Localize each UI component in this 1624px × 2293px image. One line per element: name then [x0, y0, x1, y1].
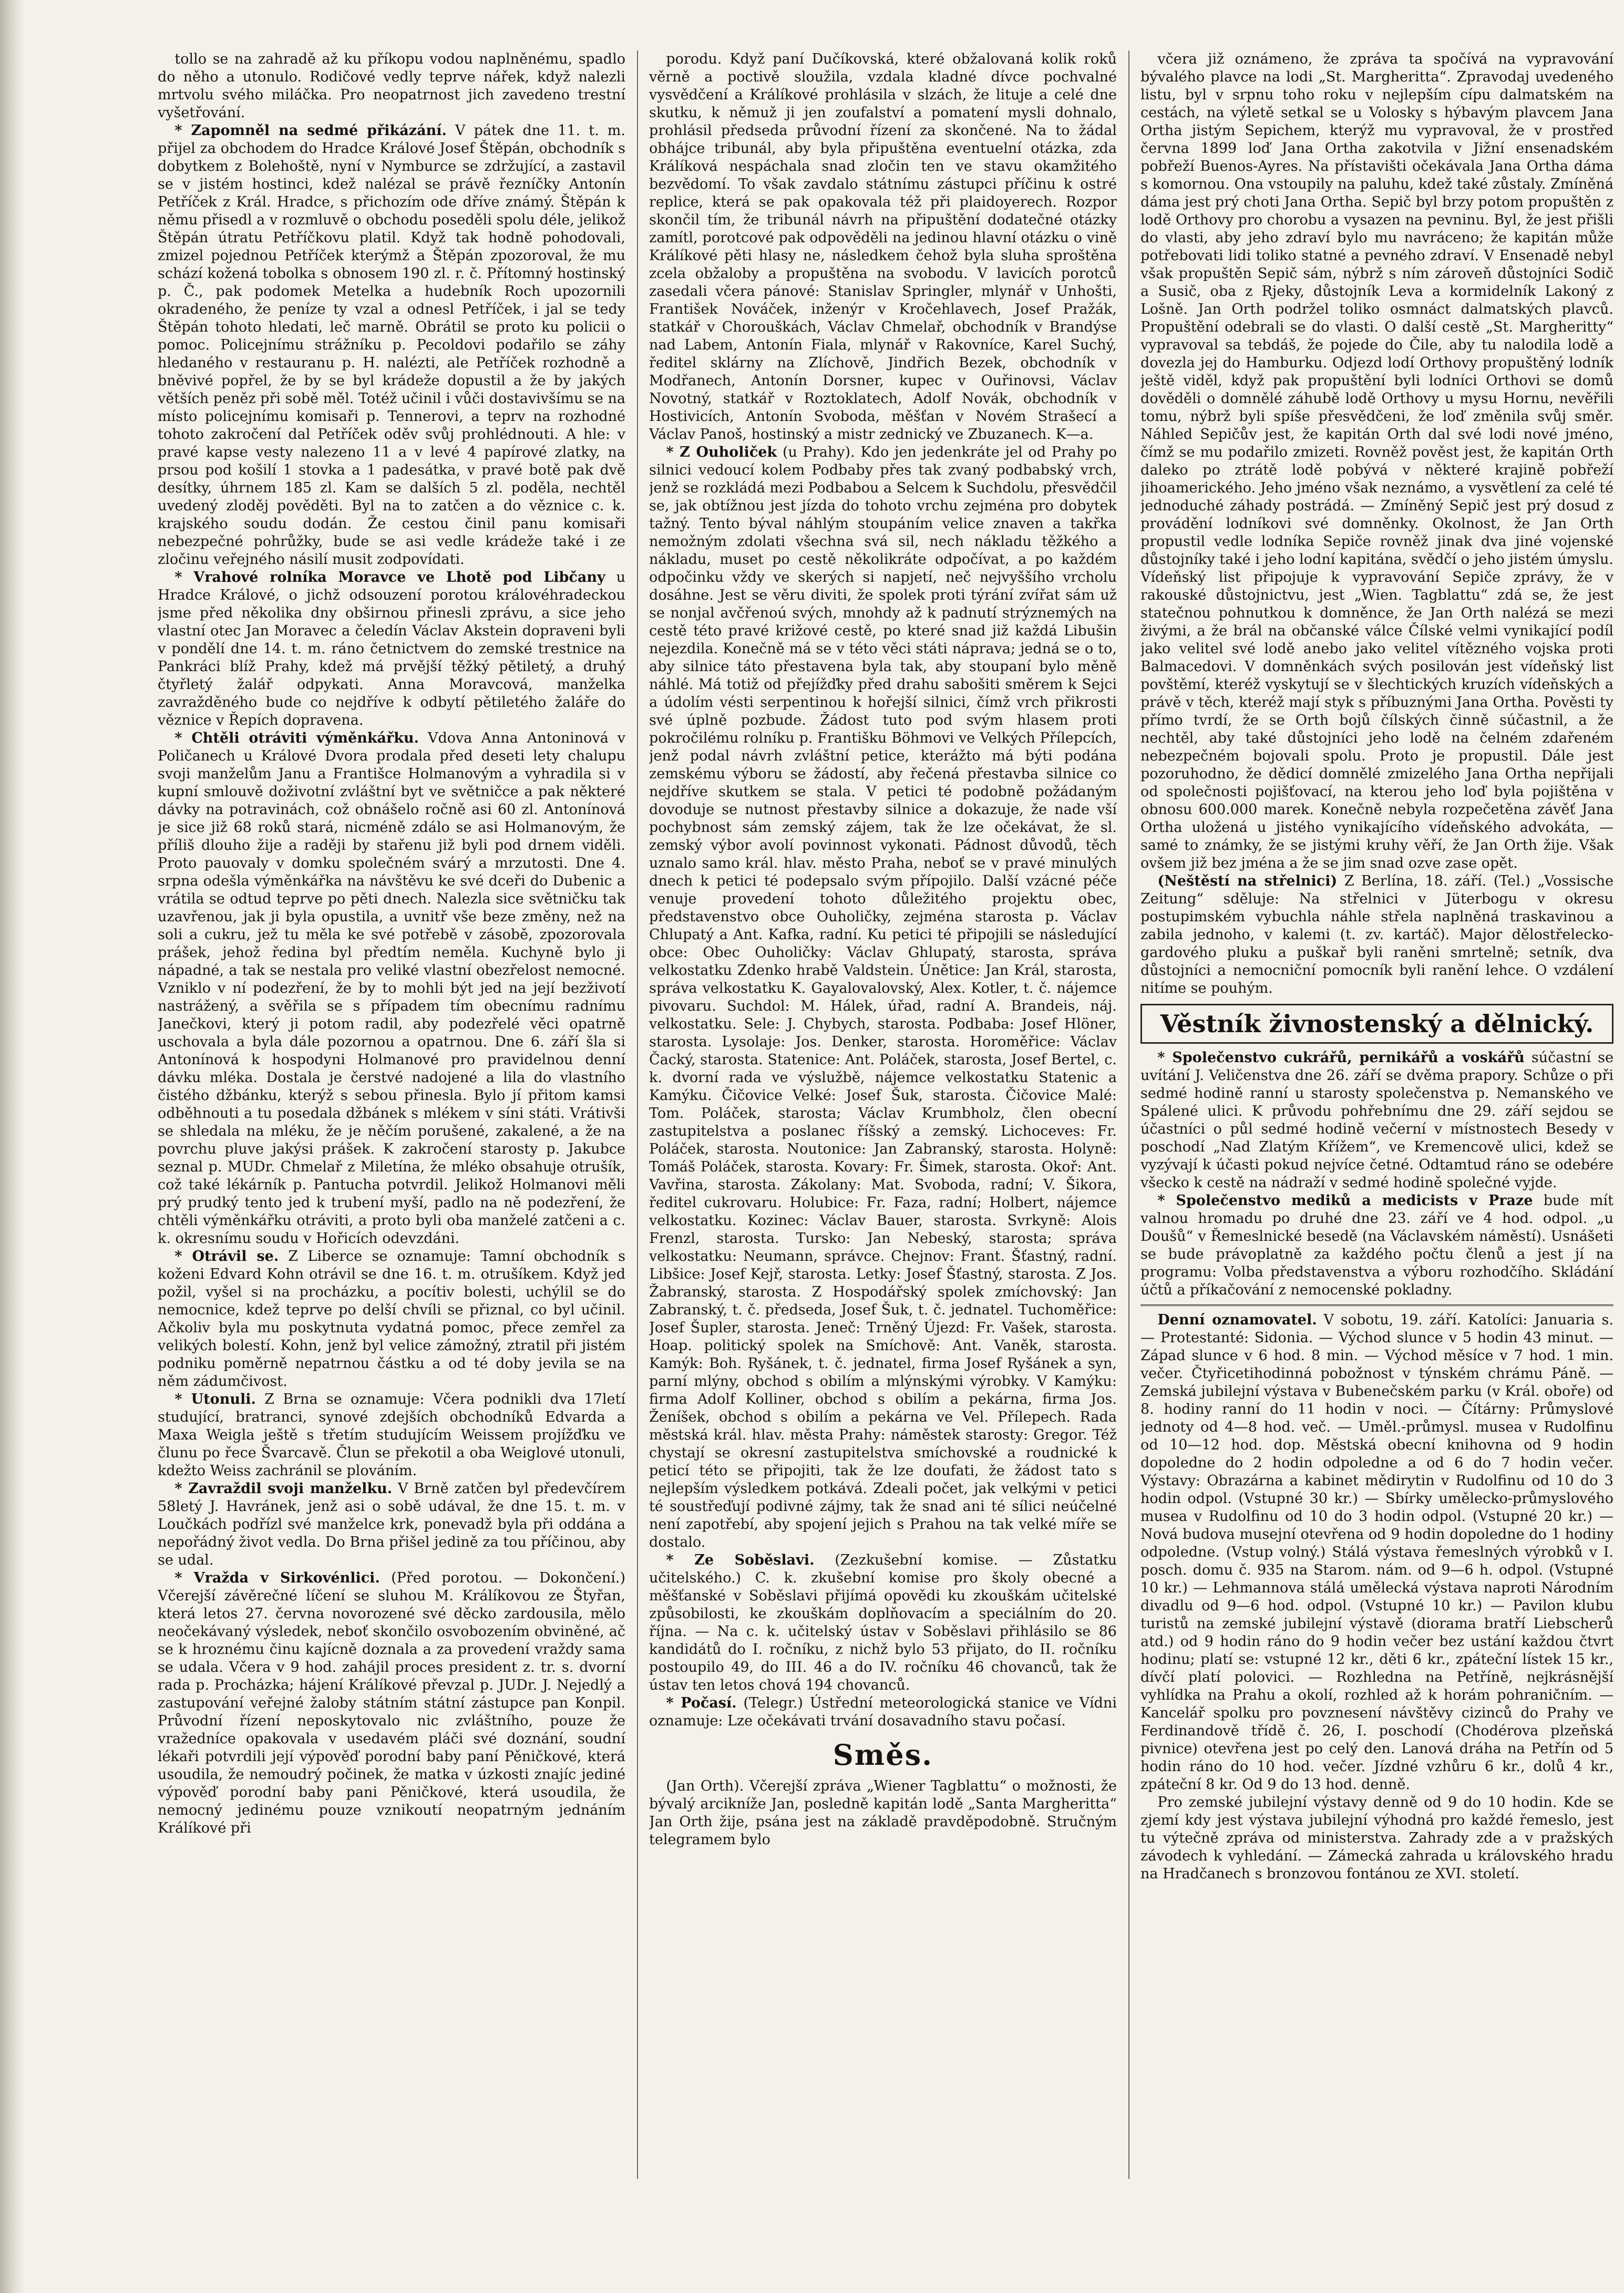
article-headline: * Zapomněl na sedmé přikázání.: [174, 122, 447, 139]
article-text: súčastní se uvítání J. Veličenstva dne 26. září se dvěma prapory. Schůze o při sedmé hodině ranní u starosty společenstva p. Nemanského ve Spálené ulici. K průvodu pohřebnímu dne 29. září sejdou se účastníci o půl sedmé hodině večerní v místnostech Besedy v poschodí „Nad Zlatým Křížem“, ve Kremencově ulici, kdež se vyzývají k účasti pokud nejvíce četné. Odtamtud ráno se odebére všecko k cestě na nádraží v sedmé hodině společné vyjde.: [1140, 1050, 1613, 1191]
article-text: V Brně zatčen byl předevčírem 58letý J. Havránek, jenž asi o sobě udával, že dne 15. t. m. v Loučkách podřízl své manželce krk, ponevadž byla při oddána a nepořádný život vedla. Do Brna přišel jedině za tou příčinou, aby se udal.: [158, 1480, 625, 1568]
article-paragraph: [1140, 1192, 1613, 1299]
column-2: [649, 50, 1117, 2258]
article-text: (u Prahy). Kdo jen jedenkráte jel od Prahy po silnici vedoucí kolem Podbaby přes tak zvaný podbabský vrch, jenž se rozkládá mezi Podbabou a Selcem k Suchdolu, přesvědčil se, jak obtížnou jest jízda do tohoto vrchu zejména pro dobytek tažný. Tento býval náhlým stoupáním velice znaven a takřka nemožným zdolati všechna svá sil, nech nákladu těžkého a nákladu, muset po cestě několikráte odpočívat, a po každém odpočinku vždy ve skerých si napjetí, neč nejvyššího vrcholu dosáhne. Jest se věru diviti, že spolek proti týrání zvířat sám už se nonjal avčřenoú svých, mnohdy až k padnutí strýznemých na cestě této pravé križové cestě, po které snad již každá Libušin nejezdila. Konečně má se v této věci státi náprava; jedná se o to, aby silnice táto přestavena byla tak, aby stoupaní bylo měně náhlé. Má totiž od přejížďky před drahu sabošiti směrem k Sejci a údolím vésti serpentinou k hořejší silnici, čímž vrch přikrosti své úplně pozbude. Žádost tuto pod svým hlasem proti pokročilému rolníku p. Františku Böhmovi ve Velkých Přílepcích, jenž podal návrh zvláštní petice, kterážto má býti podána zemskému výboru se žádostí, aby řečená přestavba silnice co nejdříve skutkem se stala. V petici té podobně požádaným dovoduje se nutnost přestavby silnice a dokazuje, že nade vší pochybnost sám zemský zájem, tak že lze očekávat, že sl. zemský výbor avolí povinnost vykonati. Pádnost důvodů, těch uznalo samo král. hlav. město Praha, neboť se v pravé minulých dnech k petici té podepsalo svým přípojilo. Další vzácné péče venuje provedení tohoto důležitého projektu obec, představenstvo obce Ouholičky, zejména starosta p. Václav Chlupatý a Ant. Kafka, radní. Ku petici té připojili se následující obce: Obec Ouholičky: Václav Ghlupatý, starosta, správa velkostatku Zdenko hrabě Valdstein. Únětice: Jan Král, starosta, správa velkostatku K. Gayalovalovský, Alex. Kotler, t. č. nájemce pivovaru. Suchdol: M. Hálek, úřad, radní A. Brandeis, náj. velkostatku. Sele: J. Chybych, starosta. Podbaba: Josef Hlöner, starosta. Lysolaje: Jos. Denker, starosta. Horoměřice: Václav Čacký, starosta. Statenice: Ant. Poláček, starosta, Josef Bertel, c. k. dvorní rada ve výslužbě, nájemce velkostatku Statenic a Kamýku. Čičovice Velké: Josef Šuk, starosta. Čičovice Malé: Tom. Poláček, starosta; Václav Krumbholz, člen obecní zastupitelstva a poslanec říšský a zemský. Lichoceves: Fr. Poláček, starosta. Noutonice: Jan Zabranský, starosta. Holyně: Tomáš Poláček, starosta. Kovary: Fr. Šimek, starosta. Okoř: Ant. Vavřina, starosta. Zákolany: Mat. Svoboda, radní; V. Šikora, ředitel cukrovaru. Holubice: Fr. Faza, radní; Holbert, nájemce velkostatku. Kozinec: Václav Bauer, starosta. Svrkyně: Alois Frenzl, starosta. Tursko: Jan Nebeský, starosta; správa velkostatku: Neumann, správce. Chejnov: Frant. Šťastný, radní. Libšice: Josef Kejř, starosta. Letky: Josef Šťastný, starosta. Z Jos. Žabranský, starosta. Z Hospodářský spolek zmíchovský: Jan Zabranský, t. č. předseda, Josef Šuk, t. č. jednatel. Tuchoměřice: Josef Šupler, starosta. Jeneč: Trněný Újezd: Fr. Vašek, starosta. Hoap. politický spolek na Smíchově: Ant. Vaněk, starosta. Kamýk: Boh. Ryšánek, t. č. jednatel, firma Josef Ryšánek a syn, parní mlýny, obchod s obilím a mlýnskými výrobky. V Kamýku: firma Adolf Kolliner, obchod s obilím a pekárna, firma Jos. Ženíšek, obchod s obilím a pekárna ve Vel. Přílepech. Rada městská král. hlav. města Prahy: náměstek starosty: Gregor. Též chystají se okresní zastupitelstva smíchovské a roudnické k peticí této se připojiti, tak že lze doufati, že žádost tato s nejlepším výsledkem potkává. Zdeali počet, jak velkými v petici té soustřeďují podivné zájmy, tak že snad ani té sílici neúčelné není zapotřebí, aby spojení jejich s Prahou na tak velké míře se dostalo.: [649, 444, 1117, 1550]
article-text: V pátek dne 11. t. m. přijel za obchodem do Hradce Králové Josef Štěpán, obchodník s dobytkem z Bolehoště, nyní v Nymburce se zdržující, a zastavil se v jistém hostinci, kdež nalézal se právě řezníčky Antonín Petříček z Král. Hradce, s přichozím ode dříve známý. Štěpán k němu přisedl a v rozmluvě o obchodu poseděli spolu déle, jelikož Štěpán útratu Petříčkovu platil. Když tak hodně pohodovali, zmizel pojednou Petříček kterýmž a Štěpán zpozoroval, že mu schází kožená tobolka s obnosem 190 zl. r. č. Přítomný hostinský p. Č., pak podomek Metelka a hudebník Roch upozornili okradeného, že peníze ty vzal a odnesl Petříček, i jal se tedy Štěpán tohoto hledati, leč marně. Obrátil se proto ku policii o pomoc. Policejnímu strážníku p. Pecoldovi podařilo se záhy hledaného v restauranu p. H. nalézti, ale Petříček rozhodně a bněvivé popřel, že by se byl krádeže dopustil a že by jakých větších peněz při sobě měl. Totéž učinil i vůči dostavivšímu se na místo policejnímu komisaři p. Tennerovi, a teprv na rozhodné tohoto zakročení dal Petříček oděv svůj prohlédnouti. A hle: v pravé kapse vesty nalezeno 11 a v levé 4 papírové zlatky, na prsou pod košilí 1 stovka a 1 padesátka, v pravé botě pak dvě desítky, úhrnem 185 zl. Kam se dalších 5 zl. poděla, nechtěl uvedený zloděj pověděti. Byl na to zatčen a do věznice c. k. krajského soudu dodán. Že cestou činil panu komisaři nebezpečné pohrůžky, bude se asi vedle krádeže také i ze zločinu veřejného násilí musit zodpovídati.: [158, 122, 625, 568]
article-paragraph: [158, 50, 625, 122]
article-paragraph: [1140, 872, 1613, 998]
article-headline: * Otrávil se.: [174, 1248, 279, 1264]
article-text: bude mít valnou hromadu po druhé dne 23. září ve 4 hod. odpol. „u Doušů“ v Řemeslnické besedě (na Václavském náměstí). Usnášeti se bude právoplatně za každého počtu členů a jest jí na programu: Volba představenstva a výboru rozhodčího. Skládání účtů a příkačování z nemocenské pokladny.: [1140, 1192, 1613, 1298]
article-text: Z Liberce se oznamuje: Tamní obchodník s koženi Edvard Kohn otrávil se dne 16. t. m. otrušíkem. Když jed požil, vyšel si na procházku, a pocítiv bolesti, uchýlil se do nemocnice, kdež teprve po delší chvíli se přiznal, co byl učinil. Ačkoliv byla mu poskytnuta vydatná pomoc, přece zemřel za velikých bolestí. Kohn, jenž byl velice zámožný, ztratil při jistém podniku poměrně nepatrnou částku a od té doby jevila se na něm zádumčivost.: [158, 1248, 625, 1390]
article-headline: Denní oznamovatel.: [1157, 1312, 1317, 1328]
column-divider-2: [1128, 50, 1129, 2179]
article-text: V sobotu, 19. září. Katolíci: Januaria s. — Protestanté: Sidonia. — Východ slunce v 5 hodin 43 minut. — Západ slunce v 6 hod. 8 min. — Východ měsíce v 7 hod. 1 min. večer. Čtyřicetihodinná pobožnost v týnském chrámu Páně. — Zemská jubilejní výstava v Bubenečském parku (v Král. oboře) od 8. hodiny ranní do 11 hodin v noci. — Čítárny: Průmyslové jednoty od 4—8 hod. več. — Uměl.-průmysl. musea v Rudolfinu od 10—12 hod. dop. Městská obecní knihovna od 9 hodin dopoledne do 2 hodin odpoledne a od 6 do 7 hodin večer. Výstavy: Obrazárna a kabinet mědirytin v Rudolfinu od 10 do 3 hodin odpol. (Vstupné 30 kr.) — Sbírky umělecko-průmyslového musea v Rudolfinu od 10 do 3 hodin odpol. (Vstupné 20 kr.) — Nová budova musejní otevřena od 9 hodin dopoledne do 1 hodiny odpoledne. (Vstup volný.) Stálá výstava řemeslných výrobků v I. posch. domu č. 935 na Starom. nám. od 9—6 h. odpol. (Vstupné 10 kr.) — Lehmannova stálá umělecká výstava naproti Národním divadlu od 9—6 hod. odpol. (Vstupné 10 kr.) — Pavilon klubu turistů na zemské jubilejní výstavě (diorama bratří Liebscherů atd.) od 9 hodin ráno do 9 hodin večer bez ustání každou čtvrt hodinu; platí se: vstupné 12 kr., děti 6 kr., zpáteční lístek 15 kr., dívčí platí polovici. — Rozhledna na Petříně, nejkrásnější vyhlídka na Prahu a okolí, rozhled až k horám pohraničním. — Kancelář spolku pro povznesení návštěvy cizinců do Prahy ve Ferdinandově třídě č. 26, I. poschodí (Chodérova plzeňská pivnice) otevřena jest po celý den. Lanová dráha na Petřín od 5 hodin ráno do 10 hod. večer. Jízdné vzhůru 6 kr., dolů 4 kr., zpáteční 8 kr. Od 9 do 13 hod. denně.: [1140, 1312, 1613, 1793]
article-headline: (Neštěstí na střelnici): [1157, 873, 1338, 889]
page-binding-shadow: [0, 0, 24, 2293]
article-text: Pro zemské jubilejní výstavy denně od 9 do 10 hodin. Kde se zjemí kdy jest výstava jubilejní výhodná pro každé řemeslo, jest tu výtečně zpráva od ministerstva. Zahrady zde a v pražských závodech k vyhledání. — Zámecká zahrada u královského hradu na Hradčanech s bronzovou fontánou ze XVI. století.: [1140, 1794, 1613, 1882]
article-headline: * Vrahové rolníka Moravce ve Lhotě pod Libčany: [174, 569, 605, 585]
article-text: u Hradce Králové, o jichž odsouzení porotou královéhradeckou jsme před několika dny obširnou přinesli zprávu, a sice jeho vlastní otec Jan Moravec a čeledín Václav Akstein dopraveni byli v pondělí dne 14. t. m. ráno četnictvem do zemské trestnice na Pankráci blíž Prahy, kdež má prvější těžký pětiletý, a druhý čtyřletý žalář odpykati. Anna Moravcová, manželka zavražděného bude co nejdříve k odbytí pětiletého žaláře do věznice v Řepích dopravena.: [158, 569, 625, 728]
article-paragraph: [158, 569, 625, 729]
section-rule: [1140, 1304, 1613, 1306]
article-paragraph: [649, 1694, 1117, 1730]
article-text: porodu. Když paní Dučíkovská, které obžalovaná kolik roků věrně a poctivě sloužila, vzdala kladné dívce pochvalné vysvědčení a Králíkové prohlásila v slzách, že lituje a celé dne skutku, k němuž ji jen zoufalství a pomatení mysli dohnalo, prohlásil předseda průvodní řízení za skončené. Na to žádal obhájce tribunál, aby byla připuštěna eventuelní otázka, zda Králíková nespáchala snad zločin ten ve stavu okamžitého bezvědomí. To však zavdalo státnímu zástupci příčinu k ostré replice, která se pak opakovala též při plaidoyerech. Rozpor skončil tím, že tribunál návrh na připuštění dodatečné otázky zamítl, porotcové pak odpověděli na jedinou hlavní otázku o vině Králíkové pěti hlasy ne, následkem čehož byla sluha sproštěna zcela obžaloby a propuštěna na svobodu. V lavicích porotců zasedali včera pánové: Stanislav Springler, mlynář v Unhošti, František Nováček, inženýr v Kročehlavech, Josef Pražák, statkář v Chorouškách, Václav Chmelař, obchodník v Brandýse nad Labem, Antonín Fiala, mlynář v Rakovníce, Karel Suchý, ředitel sklárny na Zlíchově, Jindřich Bezek, obchodník v Modřanech, Antonín Dorsner, kupec v Ouřinovsi, Václav Novotný, statkář v Roztoklatech, Adolf Novák, obchodník v Hostivicích, Antonín Svoboda, měšťan v Novém Strašecí a Václav Panoš, hostinský a mistr zednický ve Zbuzanech. K—a.: [649, 51, 1117, 443]
column-1: [158, 50, 625, 2258]
article-paragraph: [1140, 1049, 1613, 1192]
article-paragraph: [158, 122, 625, 569]
column-grid: [158, 50, 1613, 2258]
article-headline: * Společenstvo cukrářů, pernikářů a voskářů: [1157, 1050, 1525, 1066]
article-text: (Zezkušební komise. — Zůstatku učitelského.) C. k. zkušební komise pro školy obecné a měšťanské v Soběslavi přijímá opovědi ku zkouškám učitelské způsobilosti, ke zkouškám doplňovacím a speciálním do 20. října. — Na c. k. učitelský ústav v Soběslavi přihlásilo se 86 kandidátů do I. ročníku, z nichž bylo 53 přijato, do II. ročníku postoupilo 49, do III. 46 a do IV. ročníku 46 chovanců, tak že ústav ten letos chová 194 chovanců.: [649, 1552, 1117, 1693]
article-text: Z Berlína, 18. září. (Tel.) „Vossische Zeitung“ sděluje: Na střelnici v Jüterbogu v okresu postupimském vybuchla náhle střela naplněná traskavinou a zabila jednoho, v kalemi (t. zv. kartáč). Major dělostřelecko-gardového pluku a puškař byli raněni smrtelně; setník, dva důstojníci a nemocniční pomocník byli ranění lehce. O vzdálení nitíme se pouhým.: [1140, 873, 1613, 996]
article-paragraph: [1140, 50, 1613, 872]
section-title-trade: Věstník živnostenský a dělnický.: [1140, 1004, 1613, 1044]
article-paragraph: [158, 1391, 625, 1480]
article-headline: * Zavraždil svoji manželku.: [174, 1480, 393, 1497]
article-headline: * Vražda v Sirkovénlici.: [174, 1570, 380, 1586]
article-headline: * Počasí.: [666, 1695, 737, 1711]
article-headline: * Z Ouholiček: [666, 444, 777, 460]
article-text: (Před porotou. — Dokončení.) Včerejší závěrečné líčení se sluhou M. Králíkovou ze Štyřan, která letos 27. června novorozené své děcko zardousila, mělo neočekávaný výsledek, neboť skončilo osvobozením obviněné, ač se k hroznému činu kajícně doznala a za provedení vraždy sama se udala. Včera v 9 hod. zahájil proces president z. tr. s. dvorní rada p. Procházka; hájení Králíkové převzal p. JUDr. J. Nejedlý a zastupování veřejné žaloby státním státní zástupce pan Konpil. Průvodní řízení neposkytovalo nic zvláštního, pouze že vražedníce opakovala v usedavém pláči své doznání, soudní lékaři potvrdili její výpověď porodní baby paní Pěničkové, která usoudila, že nemoudrý počinek, že matka v úzkosti znajíc jediné výpověď porodní baby pani Pěničkové, která usoudila, že nemocný jedinému pouze vznikoutí neopatrným jednáním Králíkové při: [158, 1570, 625, 1836]
article-headline: * Ze Soběslavi.: [666, 1552, 815, 1568]
column-divider-1: [637, 50, 638, 2179]
article-text: tollo se na zahradě až ku příkopu vodou naplněnému, spadlo do něho a utonulo. Rodičové vedly teprve nářek, když nalezli mrtvolu svého miláčka. Pro neopatrnost jich zavedeno trestní vyšetřování.: [158, 51, 625, 121]
column-3: [1140, 50, 1613, 2258]
article-headline: * Chtěli otráviti výměnkářku.: [174, 730, 419, 746]
article-paragraph: [1140, 1311, 1613, 1794]
article-paragraph: [1140, 1794, 1613, 1883]
article-headline: * Utonuli.: [174, 1391, 256, 1407]
section-title-smes: Směs.: [832, 1738, 933, 1772]
article-paragraph: [158, 1569, 625, 1837]
article-headline: * Společenstvo mediků a medicists v Praze: [1157, 1192, 1533, 1209]
article-text: včera již oznámeno, že zpráva ta spočívá na vypravování bývalého plavce na lodi „St. Margheritta“. Zpravodaj uvedeného listu, byl v srpnu toho roku v nejlepším cípu dalmatském na cestách, na výletě setkal se u Volosky s hýbavým plavcem Jana Ortha jistým Sepichem, kterýž mu vypravoval, že v prostřed června 1899 loď Jana Ortha zakotvila v Jižní ensenadském pobřeží Buenos-Ayres. Na přístavišti očekávala Jana Ortha dáma s komornou. Ona vstoupily na paluhu, kdež také zůstaly. Zmíněná dáma jest prý choti Jana Ortha. Sepič byl brzy potom propuštěn z lodě Orthovy pro chorobu a vysazen na pevninu. Byl, že jest přišli do vlasti, aby jeho zdraví bylo mu navráceno; že kapitán může potřebovati lidi toliko statné a pevného zdraví. V Ensenadě nebyl však propuštěn Sepič sám, nýbrž s ním zároveň důstojníci Sodič a Susič, oba z Rjeky, důstojník Leva a kormidelník Lakoný z Lošně. Jan Orth podržel toliko osmnáct dalmatských plavců. Propuštění odebrali se do vlasti. O další cestě „St. Margheritty“ vypravoval sa tebdáš, že pojede do Čile, aby tu nalodila lodě a dovezla jej do Hamburku. Odjezd lodí Orthovy propuštěný lodník ještě viděl, když pak propuštění byli lodníci Orthovi se domů dověděli o domnělé záhubě lodě Orthovy u mysu Hornu, nevěřili tomu, nýbrž byli spíše přesvědčeni, že loď změnila svůj směr. Náhled Sepičův jest, že kapitán Orth dal své lodi nové jméno, čímž se mu podařilo zmizeti. Rovněž pověst jest, že kapitán Orth daleko po ztrátě lodě pobývá v některé krajině pobřeží jihoamerického. Jeho jméno však neznámo, a vysvětlení za celé té jednoduché záhady postrádá. — Zmíněný Sepič jest prý dosud z provádění lodníkovi své domněnky. Okolnost, že Jan Orth propustil vedle lodníka Sepiče rovněž jinak dva jiné vojenské důstojníky také i jeho lodní kapitána, svědčí o jeho jistém úmyslu. Vídeňský list připojuje k vypravování Sepiče zprávy, že v rakouské důstojnictvu, jest „Wien. Tagblattu“ zdá se, že jest statečnou pohnutkou k domněnce, že Jan Orth nalézá se mezi živými, a že brál na občanské válce Čílské velmi vynikající podíl jako velitel své lodě anebo jako velitel vítězného vojska proti Balmacedovi. V domněnkách svých posilován jest vídeňský list povštěmí, kteréž vyskytují se v šlechtických kruzích vídeňských a právě v těch, kteréž mají styk s příbuznými Jana Ortha. Pověsti ty přímo tvrdí, že se Orth bojů čílských činně súčastnil, a že nechtěl, aby také důstojníci jeho lodě na čelném zdařeném nebezpečném bojovali spolu. Proto je propustil. Dále jest pozoruhodno, že dědicí domnělé zmizelého Jana Ortha nepřijali od společnosti pojišťovací, na kterou jeho loď byla pojištěna v obnosu 600.000 marek. Konečně nebyla rozpečetěna závěť Jana Ortha uložená u jistého vynikajícího vídeňského advokáta, — samé to známky, že se jistými kruhy věří, že Jan Orth žije. Však ovšem již bez jména a že se jim snad ozve zase opět.: [1140, 51, 1613, 871]
article-paragraph: [649, 444, 1117, 1551]
article-paragraph: [158, 1248, 625, 1391]
article-paragraph: [649, 50, 1117, 444]
newspaper-page: [158, 50, 1613, 2258]
article-paragraph: [158, 1480, 625, 1569]
article-paragraph: [649, 1777, 1117, 1849]
article-paragraph: [158, 729, 625, 1248]
article-text: (Jan Orth). Včerejší zpráva „Wiener Tagblattu“ o možnosti, že bývalý arcikníže Jan, posledně kapitán lodě „Santa Margheritta“ Jan Orth žije, psána jest na základě pravděpodobně. Stručným telegramem bylo: [649, 1778, 1117, 1848]
article-text: (Telegr.) Ústřední meteorologická stanice ve Vídni oznamuje: Lze očekávati trvání dosavadního stavu počasí.: [649, 1695, 1117, 1729]
article-paragraph: [649, 1551, 1117, 1694]
article-text: Vdova Anna Antoninová v Poličanech u Králové Dvora prodala před deseti lety chalupu svoji manželům Janu a Františce Holmanovým a vyhradila si v kupní smlouvě doživotní zvláštní byt ve světničce a pak některé dávky na potravinách, což obnášelo ročně asi 60 zl. Antonínová je sice již 68 roků stará, nicméně zdálo se asi Holmanovým, že příliš dlouho žije a raději by stařenu již byli pod drnem viděli. Proto pauovaly v domku společném svárý a mrzutosti. Dne 4. srpna odešla výměnkářka na návštěvu ke své dceři do Dubenic a vrátila se odtud teprve po pěti dnech. Nalezla sice světničku tak uzavřenou, jak ji byla opustila, a uvnitř vše beze změny, než na soli a cukru, jež tu měla ke své potřebě v zásobě, zpozorovala prášek, jehož ředina byl předtím neměla. Kuchyně bylo ji nápadné, a tak se nestala pro veliké vlastní obezřelost nemocné. Vzniklo v ní podezření, že by to mohli být jed na její bezživotí nastrážený, a svěřila se s případem tím obecnímu radnímu Janečkovi, který ji potom radil, aby podezřelé věci opatrně uschovala a byla dále pozornou a opatrnou. Dne 6. září šla si Antonínová k hospodyni Holmanové pro pravidelnou denní dávku mléka. Dostala je čerstvé nadojené a lila do vlastního čistého džbánku, kterýž s sebou přinesla. Bylo jí přitom kamsi odběhnouti a tu posedala džbánek s mlékem v síni státi. Vrátivši se shledala na mléku, že je něčím porušené, zakalené, a že na povrchu pluve jakýsi prášek. K zakročení starosty p. Jakubce seznal p. MUDr. Chmelař z Miletína, že mléko obsahuje otrušík, což také lékárník p. Pantucha potvrdil. Jelikož Holmanovi měli prý prudký tento jed k trubení myší, padlo na ně podezření, že chtěli výměnkářku otráviti, a proto byli oba manželé zatčeni a c. k. okresnímu soudu v Hořicích odevzdáni.: [158, 730, 625, 1247]
article-text: Z Brna se oznamuje: Včera podnikli dva 17letí studující, bratranci, synové zdejších obchodníků Edvarda a Maxa Weigla ještě s třetím studujícím Weissem projížďku ve člunu po řece Švarcavě. Člun se překotil a oba Weiglové utonuli, kdežto Weiss zachránil se plováním.: [158, 1391, 625, 1479]
